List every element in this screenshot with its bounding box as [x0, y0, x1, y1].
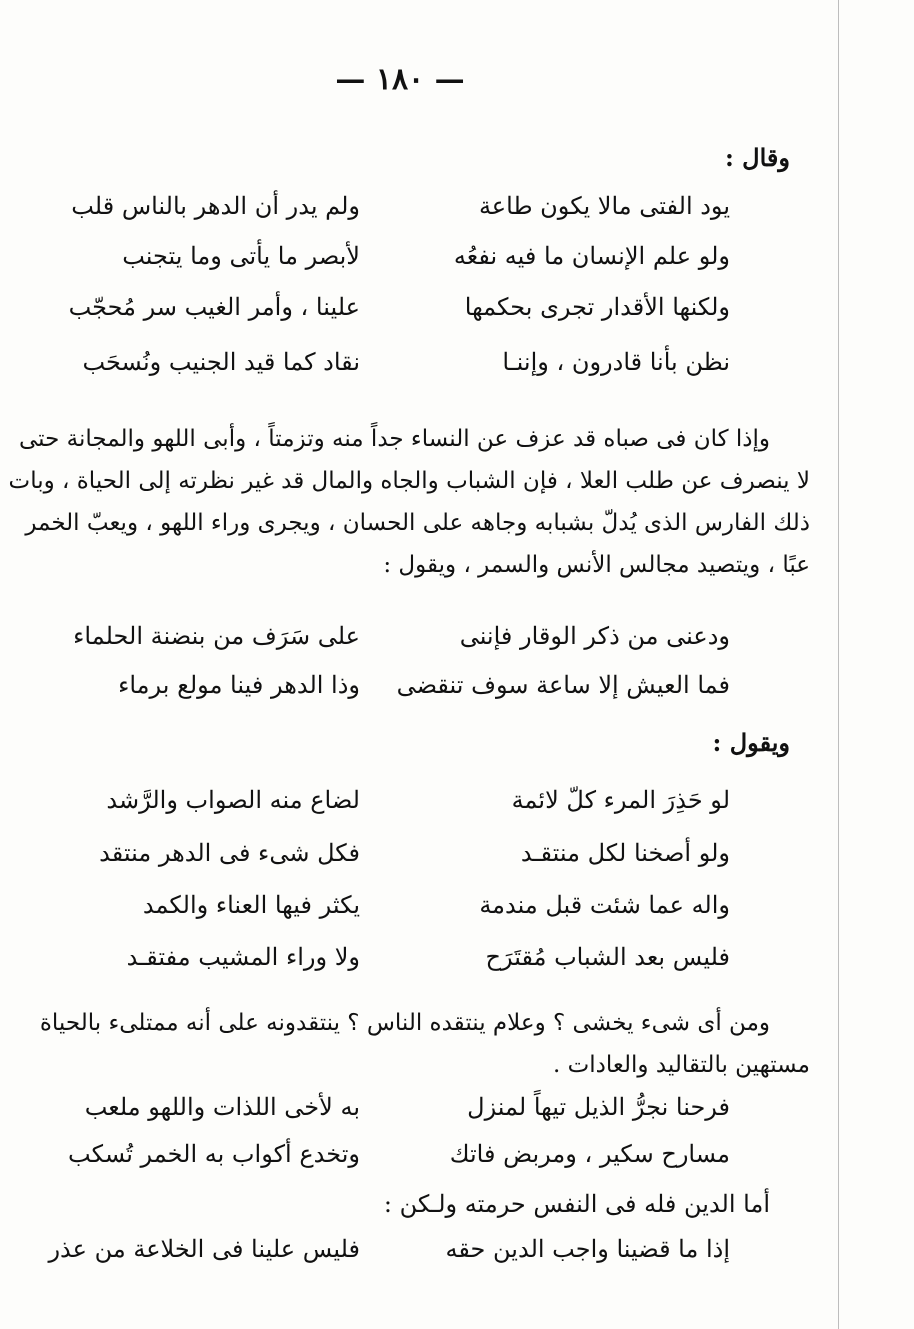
- verse-line: [20, 786, 790, 814]
- verse-first-hemistich: ولكنها الأقدار تجرى بحكمها: [464, 293, 730, 321]
- verse-line: [20, 622, 790, 650]
- verse-first-hemistich: نظن بأنا قادرون ، وإننـا: [502, 348, 730, 376]
- verse-first-hemistich: لو حَذِرَ المرء كلّ لائمة: [511, 786, 730, 814]
- verse-second-hemistich: نقاد كما قيد الجنيب ونُسحَب: [82, 348, 360, 376]
- verse-line: [20, 891, 790, 919]
- verse-first-hemistich: ودعنى من ذكر الوقار فإننى: [459, 622, 730, 650]
- paragraph: [30, 1002, 810, 1086]
- verse-second-hemistich: وتخدع أكواب به الخمر تُسكب: [68, 1140, 360, 1168]
- verse-first-hemistich: إذا ما قضينا واجب الدين حقه: [445, 1235, 730, 1263]
- verse-second-hemistich: به لأخى اللذات واللهو ملعب: [84, 1093, 360, 1121]
- verse-second-hemistich: فليس علينا فى الخلاعة من عذر: [48, 1235, 360, 1263]
- verse-second-hemistich: يكثر فيها العناء والكمد: [142, 891, 360, 919]
- paragraph-line: وإذا كان فى صباه قد عزف عن النساء جداً منه وتزمتاً ، وأبى اللهو والمجانة حتى: [18, 426, 770, 452]
- verse-first-hemistich: ولو أصخنا لكل منتقـد: [520, 839, 730, 867]
- verse-second-hemistich: على سَرَف من بنضنة الحلماء: [73, 622, 360, 650]
- verse-first-hemistich: يود الفتى مالا يكون طاعة: [478, 192, 730, 220]
- verse-first-hemistich: ولو علم الإنسان ما فيه نفعُه: [453, 242, 730, 270]
- paragraph-line: لا ينصرف عن طلب العلا ، فإن الشباب والجاه والمال قد غير نظرته إلى الحياة ، وبات: [8, 468, 810, 494]
- section1-intro: وقال :: [724, 143, 790, 172]
- paragraph-line: أما الدين فله فى النفس حرمته ولـكن :: [383, 1190, 770, 1218]
- paragraph-line: ذلك الفارس الذى يُدلّ بشبابه وجاهه على الحسان ، ويجرى وراء اللهو ، ويعبّ الخمر: [25, 510, 810, 536]
- paragraph: [8, 418, 810, 586]
- verse-second-hemistich: وذا الدهر فينا مولع برماء: [118, 671, 360, 699]
- verse-second-hemistich: ولم يدر أن الدهر بالناس قلب: [71, 192, 360, 220]
- verse-first-hemistich: فليس بعد الشباب مُقتَرَح: [485, 943, 730, 971]
- paragraph: [30, 1190, 810, 1218]
- verse-first-hemistich: فما العيش إلا ساعة سوف تنقضى: [396, 671, 730, 699]
- verse-second-hemistich: لأبصر ما يأتى وما يتجنب: [122, 242, 360, 270]
- verse-line: [20, 242, 790, 270]
- verse-line: [20, 671, 790, 699]
- verse-second-hemistich: ولا وراء المشيب مفتقـد: [126, 943, 360, 971]
- verse-line: [20, 1235, 790, 1263]
- verse-line: [20, 293, 790, 321]
- verse-second-hemistich: لضاع منه الصواب والرَّشد: [106, 786, 360, 814]
- paragraph-line: عبًا ، ويتصيد مجالس الأنس والسمر ، ويقول :: [383, 552, 810, 578]
- verse-first-hemistich: واله عما شئت قبل مندمة: [479, 891, 730, 919]
- verse-second-hemistich: فكل شىء فى الدهر منتقد: [99, 839, 360, 867]
- verse-second-hemistich: علينا ، وأمر الغيب سر مُحجّب: [68, 293, 360, 321]
- verse-first-hemistich: فرحنا نجرُّ الذيل تيهاً لمنزل: [467, 1093, 730, 1121]
- verse-first-hemistich: مسارح سكير ، ومربض فاتك: [449, 1140, 730, 1168]
- page-edge-line: [838, 0, 839, 1329]
- page-number: — ١٨٠ —: [335, 62, 465, 97]
- verse-line: [20, 943, 790, 971]
- verse-line: [20, 1140, 790, 1168]
- verse-line: [20, 348, 790, 376]
- verse-line: [20, 192, 790, 220]
- section3-intro: ويقول :: [712, 728, 790, 757]
- paragraph-line: مستهين بالتقاليد والعادات .: [553, 1052, 810, 1078]
- paragraph-line: ومن أى شىء يخشى ؟ وعلام ينتقده الناس ؟ ينتقدونه على أنه ممتلىء بالحياة: [39, 1010, 770, 1036]
- verse-line: [20, 839, 790, 867]
- verse-line: [20, 1093, 790, 1121]
